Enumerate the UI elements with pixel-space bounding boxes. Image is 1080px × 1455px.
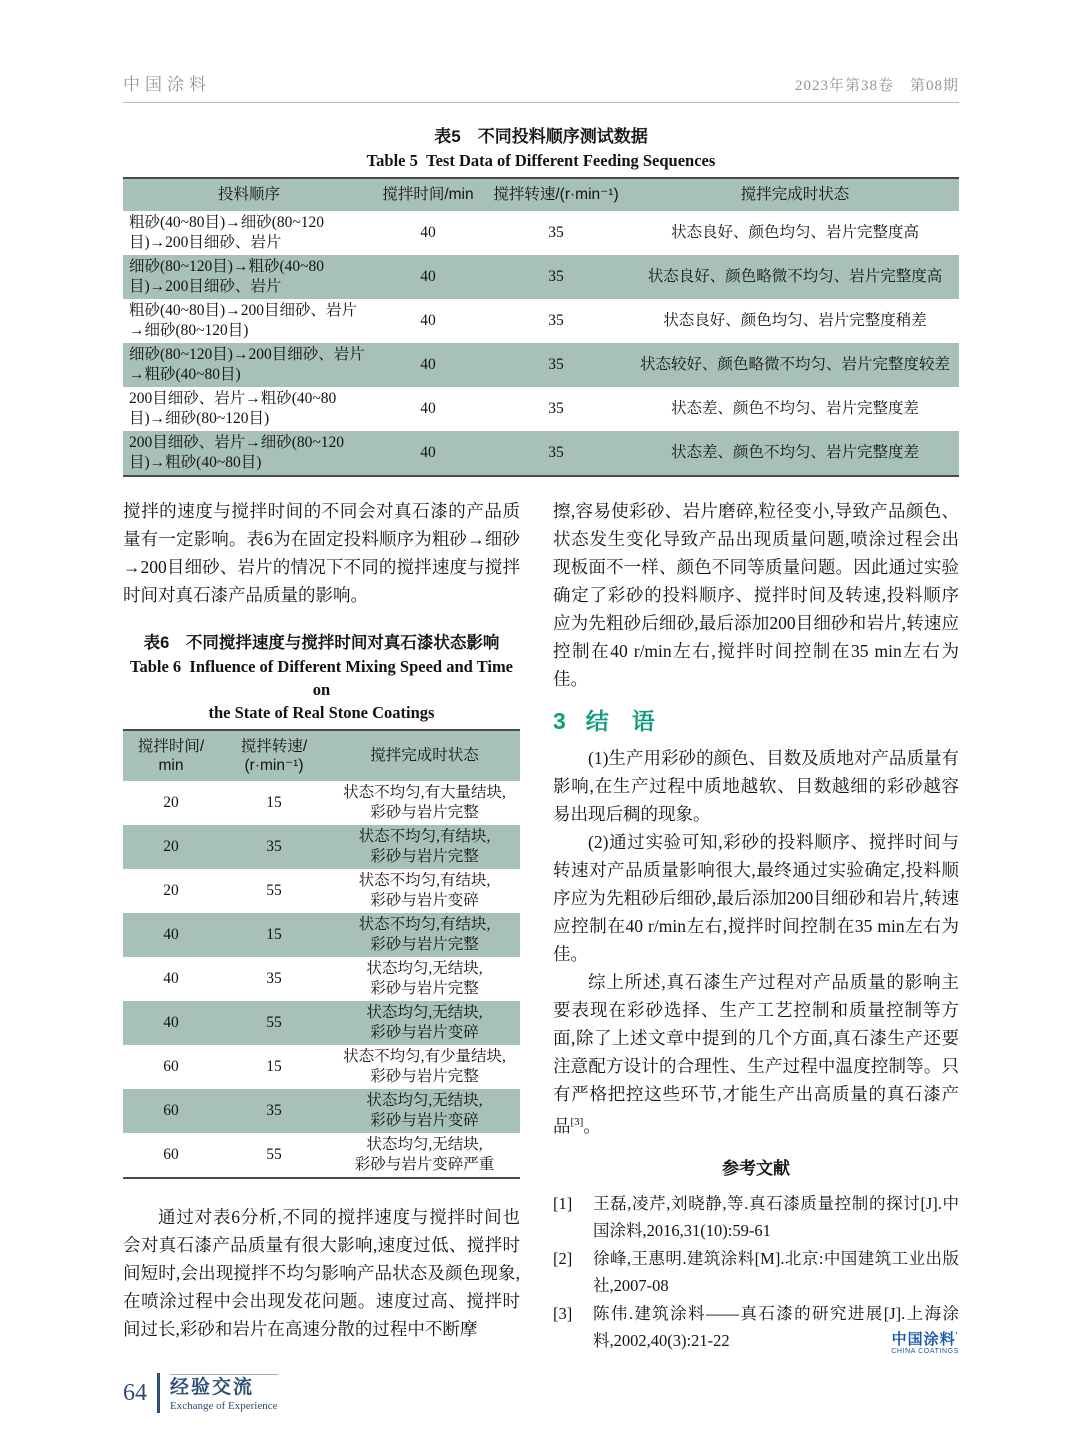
reference-item bbox=[553, 1190, 959, 1244]
cell-speed: 35 bbox=[481, 255, 631, 299]
cell-time: 60 bbox=[163, 1146, 179, 1163]
cell-state: 状态差、颜色不均匀、岩片完整度差 bbox=[670, 400, 919, 417]
state-line: 彩砂与岩片完整 bbox=[370, 848, 479, 865]
cell-time: 60 bbox=[163, 1058, 179, 1075]
cell-sequence: 200目细砂、岩片→细砂(80~120目)→粗砂(40~80目) bbox=[123, 431, 375, 476]
table6-header-row bbox=[123, 730, 520, 781]
table-row bbox=[123, 387, 959, 431]
state-line: 状态均匀,无结块, bbox=[366, 1004, 483, 1021]
cell-state bbox=[329, 869, 520, 913]
page-number: 64 bbox=[123, 1379, 147, 1406]
cell-speed: 15 bbox=[266, 1058, 282, 1075]
table5 bbox=[123, 177, 959, 477]
cell-time: 40 bbox=[375, 343, 481, 387]
table-row bbox=[123, 957, 520, 1001]
cell-state bbox=[329, 913, 520, 957]
footer-section-labels bbox=[170, 1374, 278, 1413]
state-line: 状态均匀,无结块, bbox=[366, 1092, 483, 1109]
state-line: 状态不均匀,有结块, bbox=[358, 872, 491, 889]
conclusion-paragraph bbox=[553, 968, 959, 1140]
cell-speed: 35 bbox=[219, 825, 329, 869]
reference-text: 陈伟.建筑涂料——真石漆的研究进展[J].上海涂料,2002,40(3):21-22 bbox=[593, 1303, 959, 1350]
table-row bbox=[123, 869, 520, 913]
state-line: 彩砂与岩片变碎严重 bbox=[354, 1156, 495, 1173]
cell-speed: 35 bbox=[219, 1089, 329, 1133]
journal-name: 中国涂料 bbox=[123, 75, 211, 94]
conclusion-text: 综上所述,真石漆生产过程对产品质量的影响主要表现在彩砂选择、生产工艺控制和质量控制等方面,除了上述文章中提到的几个方面,真石漆生产还要注意配方设计的合理性、生产过程中温度控制等。只有严格把控这些环节,才能生产出高质量的真石漆产品 bbox=[553, 972, 959, 1136]
cell-speed: 35 bbox=[481, 431, 631, 476]
state-line: 彩砂与岩片变碎 bbox=[370, 892, 479, 909]
footer-section-cn: 经验交流 bbox=[170, 1376, 255, 1398]
cell-state bbox=[329, 781, 520, 825]
cell-sequence: 200目细砂、岩片→粗砂(40~80目)→细砂(80~120目) bbox=[129, 390, 337, 427]
state-line: 状态不均匀,有结块, bbox=[358, 828, 491, 845]
state-line: 状态不均匀,有少量结块, bbox=[343, 1048, 506, 1065]
table-row bbox=[123, 1089, 520, 1133]
column-header-line: 搅拌转速/ bbox=[240, 738, 308, 755]
table-row bbox=[123, 211, 959, 255]
cell-state bbox=[329, 1045, 520, 1089]
right-column bbox=[553, 497, 959, 1354]
cell-time: 60 bbox=[123, 1089, 219, 1133]
table6-title-en-line1: Table 6 Influence of Different Mixing Speed and Time on bbox=[129, 657, 514, 699]
cell-state bbox=[329, 957, 520, 1001]
cell-sequence: 细砂(80~120目)→粗砂(40~80目)→200目细砂、岩片 bbox=[123, 255, 375, 299]
table-row bbox=[123, 781, 520, 825]
section-number: 3 bbox=[553, 708, 566, 734]
cell-speed: 35 bbox=[548, 400, 564, 417]
cell-time: 40 bbox=[123, 913, 219, 957]
references-heading: 参考文献 bbox=[722, 1158, 790, 1178]
column-header bbox=[219, 730, 329, 781]
body-paragraph: 擦,容易使彩砂、岩片磨碎,粒径变小,导致产品颜色、状态发生变化导致产品出现质量问题,喷涂过程会出现板面不一样、颜色不同等质量问题。因此通过实验确定了彩砂的投料顺序、搅拌时间及转速,投料顺序应为先粗砂后细砂,最后添加200目细砂和岩片,转速应控制在40 r/min左右,搅拌时间控制在35 min左右为佳。 bbox=[553, 501, 959, 689]
reference-number: [2] bbox=[553, 1248, 573, 1268]
cell-speed: 55 bbox=[219, 1001, 329, 1045]
logo-subtitle: CHINA COATINGS bbox=[891, 1348, 959, 1356]
cell-state bbox=[329, 1089, 520, 1133]
state-line: 状态不均匀,有结块, bbox=[358, 916, 491, 933]
cell-speed: 35 bbox=[266, 970, 282, 987]
page-content bbox=[123, 0, 959, 1354]
table5-title-cn: 表5 不同投料顺序测试数据 bbox=[434, 127, 648, 146]
logo-name bbox=[891, 1332, 959, 1349]
state-line: 状态均匀,无结块, bbox=[366, 960, 483, 977]
footer-section-en: Exchange of Experience bbox=[170, 1399, 278, 1412]
reference-text: 徐峰,王惠明.建筑涂料[M].北京:中国建筑工业出版社,2007-08 bbox=[593, 1248, 959, 1295]
cell-time: 40 bbox=[123, 1001, 219, 1045]
state-line: 状态均匀,无结块, bbox=[366, 1136, 483, 1153]
left-column bbox=[123, 497, 520, 1354]
table-row bbox=[123, 825, 520, 869]
cell-time: 40 bbox=[375, 255, 481, 299]
citation-superscript: [3] bbox=[570, 1116, 584, 1128]
column-header: 搅拌完成时状态 bbox=[329, 730, 520, 781]
reference-item bbox=[553, 1245, 959, 1299]
table6-title-en-line2: the State of Real Stone Coatings bbox=[208, 703, 435, 722]
cell-sequence: 粗砂(40~80目)→细砂(80~120目)→200目细砂、岩片 bbox=[129, 214, 325, 251]
cell-speed: 55 bbox=[266, 882, 282, 899]
conclusion-text: 。 bbox=[583, 1115, 601, 1136]
conclusion-paragraph: (1)生产用彩砂的颜色、目数及质地对产品质量有影响,在生产过程中质地越软、目数越细的彩砂越容易出现后稠的现象。 bbox=[553, 748, 959, 824]
state-line: 彩砂与岩片变碎 bbox=[370, 1024, 479, 1041]
table6 bbox=[123, 729, 520, 1179]
cell-state bbox=[329, 1001, 520, 1045]
state-line: 彩砂与岩片变碎 bbox=[370, 1112, 479, 1129]
cell-state: 状态较好、颜色略微不均匀、岩片完整度较差 bbox=[631, 343, 959, 387]
china-coatings-logo bbox=[891, 1332, 959, 1356]
cell-speed: 35 bbox=[548, 224, 564, 241]
cell-state bbox=[329, 825, 520, 869]
state-line: 彩砂与岩片完整 bbox=[370, 936, 479, 953]
cell-time: 20 bbox=[163, 794, 179, 811]
body-paragraph: 搅拌的速度与搅拌时间的不同会对真石漆的产品质量有一定影响。表6为在固定投料顺序为粗砂→细砂→200目细砂、岩片的情况下不同的搅拌速度与搅拌时间对真石漆产品质量的影响。 bbox=[123, 501, 520, 605]
cell-speed: 15 bbox=[266, 794, 282, 811]
cell-sequence: 细砂(80~120目)→200目细砂、岩片→粗砂(40~80目) bbox=[123, 343, 375, 387]
cell-time: 20 bbox=[123, 825, 219, 869]
state-line: 彩砂与岩片完整 bbox=[370, 1068, 479, 1085]
section-title: 结 语 bbox=[585, 708, 655, 734]
state-line: 彩砂与岩片完整 bbox=[370, 980, 479, 997]
cell-sequence: 粗砂(40~80目)→200目细砂、岩片→细砂(80~120目) bbox=[129, 302, 357, 339]
reference-text: 王磊,凌芹,刘晓静,等.真石漆质量控制的探讨[J].中国涂料,2016,31(10):59-61 bbox=[593, 1193, 959, 1240]
cell-time: 40 bbox=[420, 312, 436, 329]
column-header-line: min bbox=[158, 757, 184, 774]
cell-speed: 55 bbox=[266, 1146, 282, 1163]
cell-speed: 35 bbox=[481, 343, 631, 387]
two-column-body bbox=[123, 497, 959, 1354]
cell-state: 状态差、颜色不均匀、岩片完整度差 bbox=[631, 431, 959, 476]
table-row bbox=[123, 255, 959, 299]
table6-title-cn: 表6 不同搅拌速度与搅拌时间对真石漆状态影响 bbox=[143, 634, 500, 652]
column-header: 搅拌时间/min bbox=[375, 178, 481, 211]
cell-speed: 15 bbox=[219, 913, 329, 957]
reference-number: [1] bbox=[553, 1193, 573, 1213]
state-line: 状态不均匀,有大量结块, bbox=[343, 784, 506, 801]
body-paragraph: 通过对表6分析,不同的搅拌速度与搅拌时间也会对真石漆产品质量有很大影响,速度过低、搅拌时间短时,会出现搅拌不均匀影响产品状态及颜色现象,在喷涂过程中会出现发花问题。速度过高、搅拌时间过长,彩砂和岩片在高速分散的过程中不断摩 bbox=[123, 1207, 520, 1339]
cell-time: 40 bbox=[163, 970, 179, 987]
cell-speed: 35 bbox=[548, 312, 564, 329]
column-header-line: (r·min⁻¹) bbox=[244, 757, 304, 774]
table-row bbox=[123, 1001, 520, 1045]
cell-state: 状态良好、颜色均匀、岩片完整度高 bbox=[670, 224, 919, 241]
page-footer bbox=[123, 1373, 278, 1413]
logo-name-text: 中国涂料 bbox=[891, 1330, 956, 1348]
section-heading bbox=[553, 706, 959, 736]
footer-divider-bar bbox=[157, 1373, 160, 1413]
reference-number: [3] bbox=[553, 1303, 573, 1323]
cell-time: 40 bbox=[420, 224, 436, 241]
table-row bbox=[123, 343, 959, 387]
cell-state: 状态良好、颜色均匀、岩片完整度稍差 bbox=[663, 312, 927, 329]
cell-time: 40 bbox=[420, 400, 436, 417]
column-header bbox=[123, 730, 219, 781]
cell-state bbox=[329, 1133, 520, 1178]
table-row bbox=[123, 913, 520, 957]
column-header: 投料顺序 bbox=[123, 178, 375, 211]
conclusion-paragraph: (2)通过实验可知,彩砂的投料顺序、搅拌时间与转速对产品质量影响很大,最终通过实验确定,投料顺序应为先粗砂后细砂,最后添加200目细砂和岩片,转速应控制在40 r/min左右,搅拌时间控制在35 min左右为佳。 bbox=[553, 832, 959, 964]
table5-title-en: Table 5 Test Data of Different Feeding Sequences bbox=[366, 151, 716, 170]
cell-time: 40 bbox=[375, 431, 481, 476]
table-row bbox=[123, 431, 959, 476]
table-row bbox=[123, 1133, 520, 1178]
table5-header-row bbox=[123, 178, 959, 211]
table-row bbox=[123, 299, 959, 343]
table-row bbox=[123, 1045, 520, 1089]
column-header: 搅拌完成时状态 bbox=[631, 178, 959, 211]
cell-state: 状态良好、颜色略微不均匀、岩片完整度高 bbox=[631, 255, 959, 299]
column-header-line: 搅拌时间/ bbox=[137, 738, 205, 755]
state-line: 彩砂与岩片完整 bbox=[370, 804, 479, 821]
issue-info: 2023年第38卷 第08期 bbox=[794, 78, 959, 94]
column-header: 搅拌转速/(r·min⁻¹) bbox=[481, 178, 631, 211]
journal-header bbox=[123, 0, 959, 103]
logo-trademark: ' bbox=[955, 1330, 959, 1340]
cell-time: 20 bbox=[163, 882, 179, 899]
